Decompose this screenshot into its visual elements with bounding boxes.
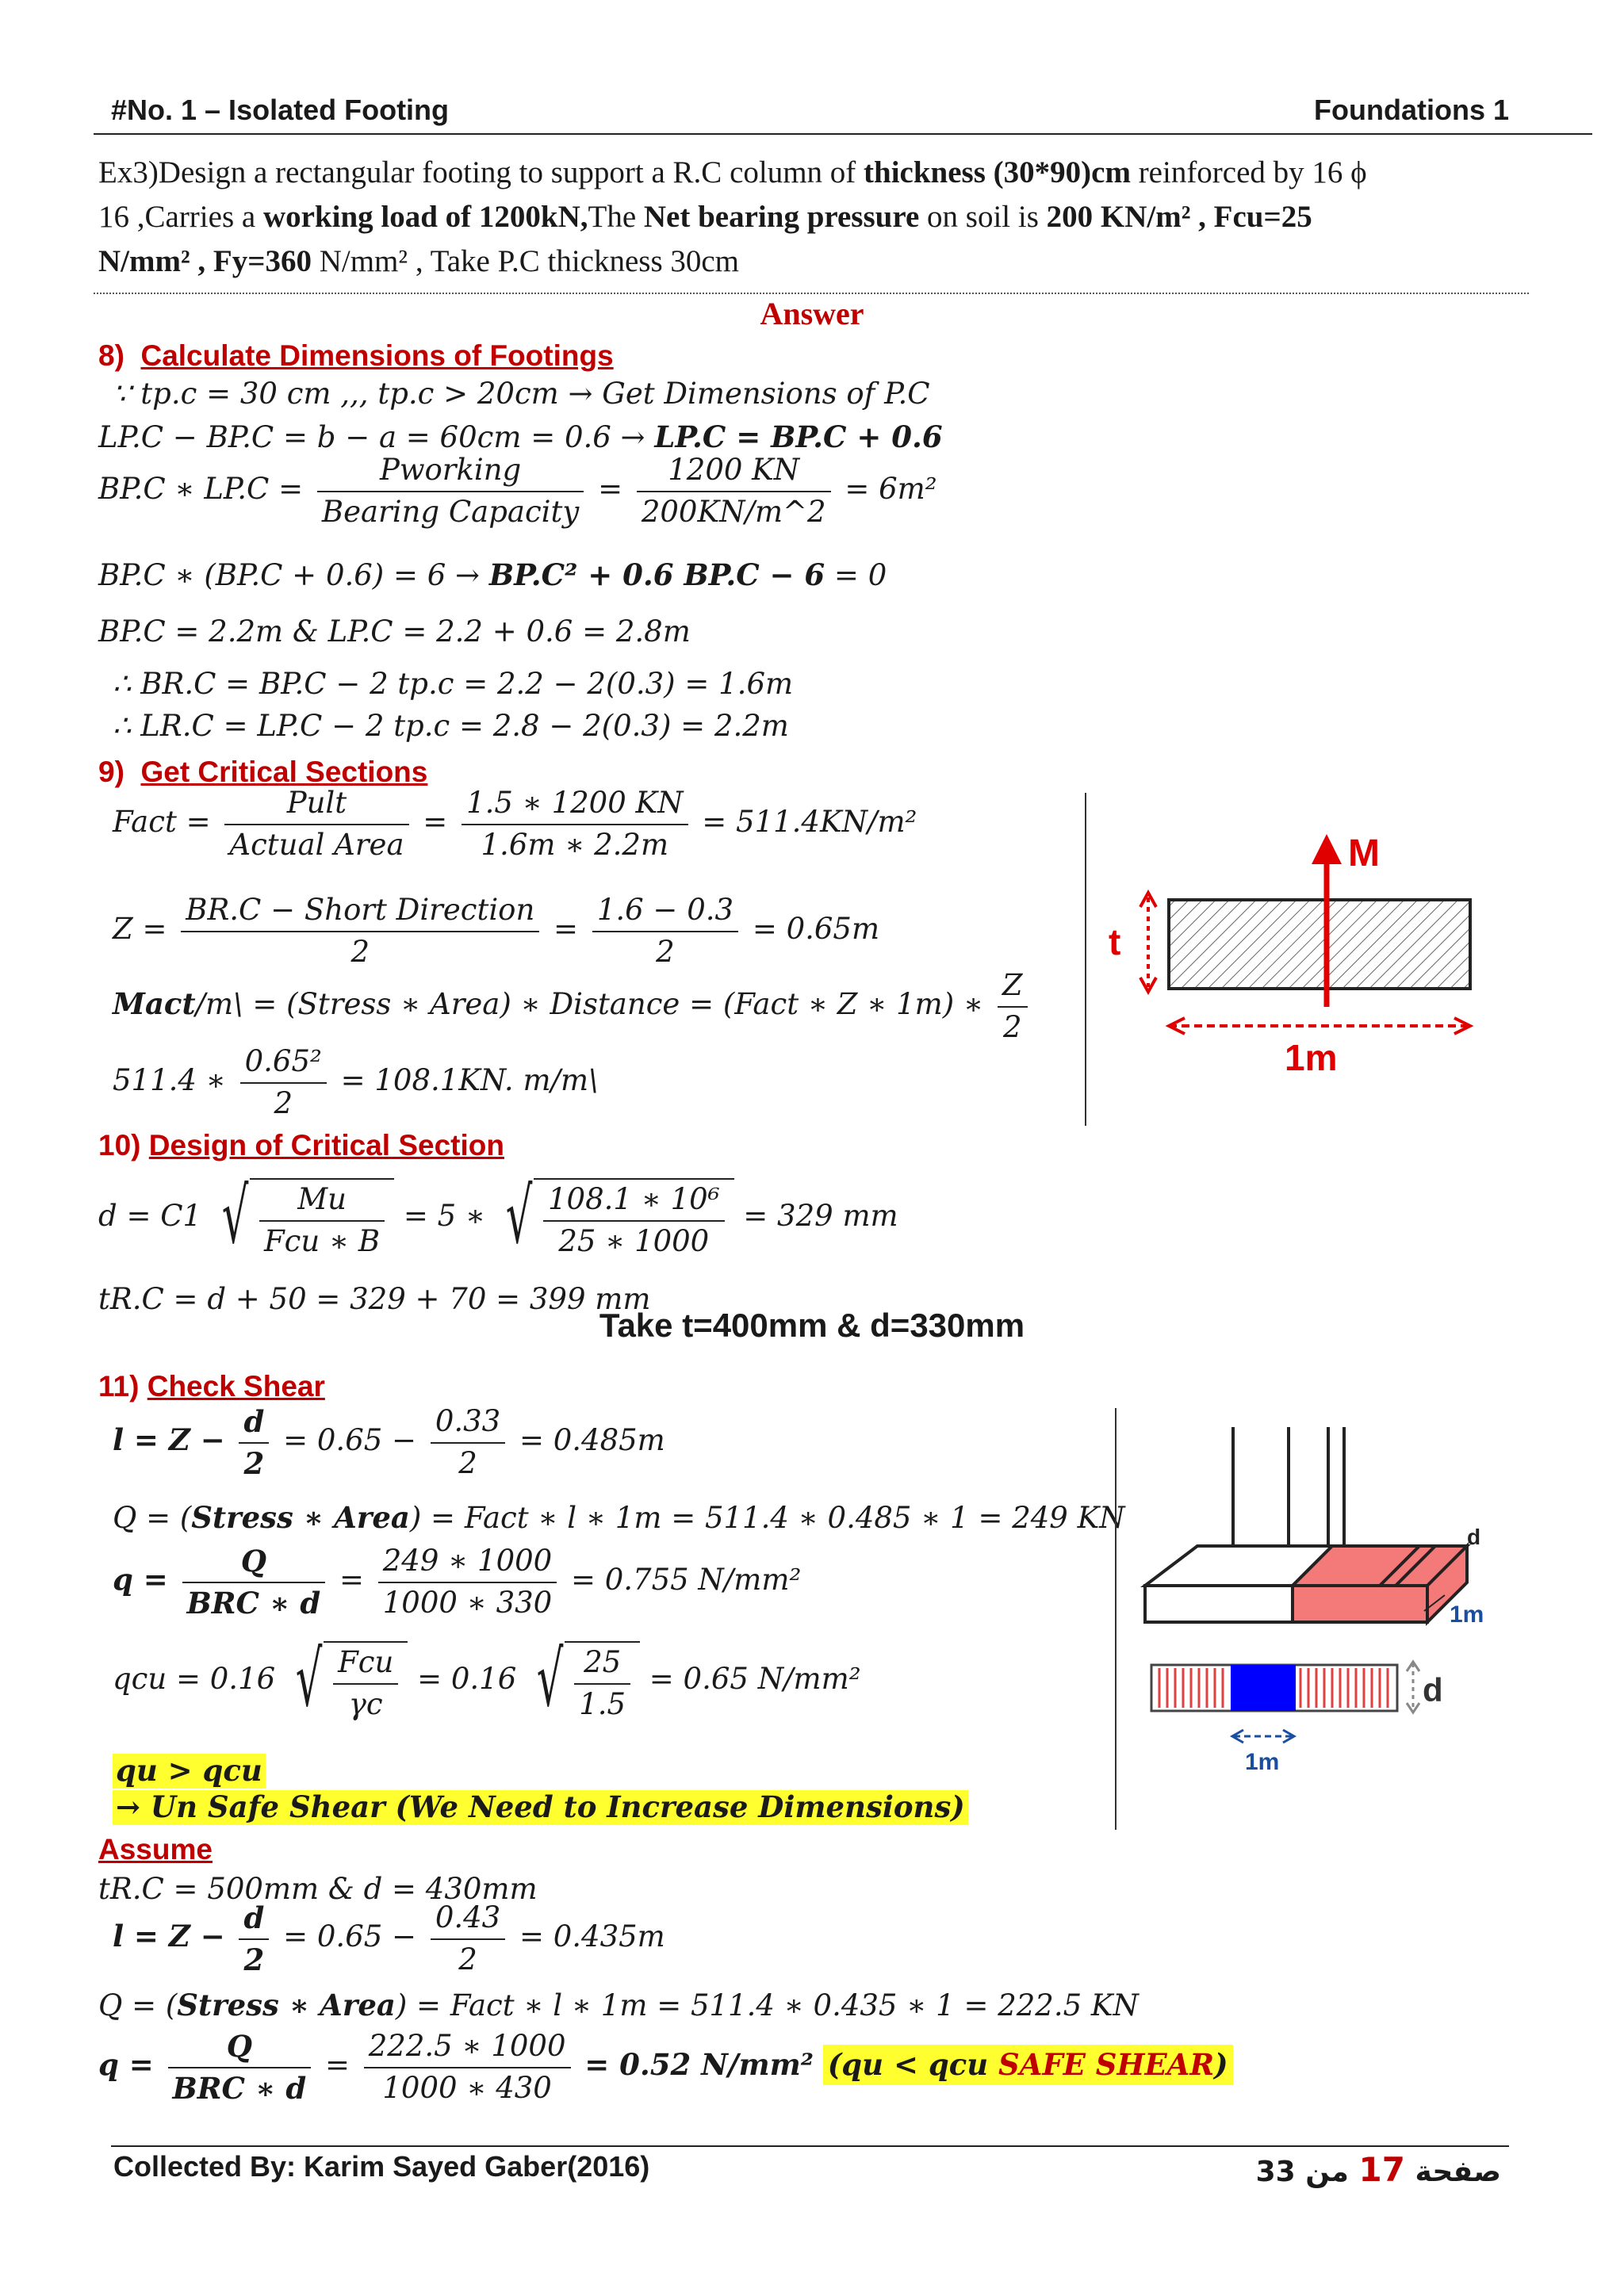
problem-text: reinforced by 16 ϕ (1130, 155, 1367, 189)
header-course: Foundations 1 (1314, 94, 1509, 126)
critical-strip (1231, 1665, 1296, 1711)
eq-text: = 6m² (845, 472, 937, 507)
eq-bold: Stress ∗ Area (191, 1500, 410, 1535)
fraction (239, 1405, 269, 1480)
problem-bold: N/mm² , Fy=360 (98, 244, 312, 278)
numerator: 0.33 (435, 1404, 501, 1438)
problem-bold: 200 KN/m² , Fcu=25 (1046, 200, 1312, 234)
eq-rc-length: ∴ LR.C = LP.C − 2 tp.c = 2.8 − 2(0.3) = 2.2m (113, 709, 789, 743)
eq-text: LP.C − BP.C = b − a = 60cm = 0.6 → (98, 420, 655, 454)
section-title: Get Critical Sections (140, 756, 428, 788)
numerator: 249 ∗ 1000 (382, 1544, 553, 1578)
fraction (240, 1045, 327, 1120)
problem-bold: working load of 1200kN, (262, 200, 588, 234)
section-number: 8) (98, 339, 124, 372)
current-page: 17 (1358, 2150, 1405, 2189)
numerator: Fcu (338, 1645, 394, 1679)
eq-assume: tR.C = 500mm & d = 430mm (98, 1872, 538, 1906)
eq-bold: → Un Safe Shear (116, 1789, 396, 1824)
problem-text: The (588, 200, 644, 234)
eq-qcu-1 (113, 1635, 861, 1724)
header-title: #No. 1 – Isolated Footing (111, 94, 450, 126)
fraction (181, 894, 539, 969)
eq-pc-area (98, 453, 937, 529)
eq-qs-1 (113, 1544, 801, 1620)
plan-strip (1151, 1665, 1397, 1711)
problem-bold: Net bearing pressure (643, 200, 920, 234)
section-number: 9) (98, 756, 124, 788)
denominator: γc (333, 1683, 398, 1722)
problem-text: Ex3)Design a rectangular footing to support a R.C column of (98, 155, 864, 189)
eq-text: BP.C ∗ LP.C = (98, 472, 304, 507)
eq-bold: qu > qcu (116, 1753, 262, 1788)
fraction (364, 2030, 571, 2105)
numerator: 108.1 ∗ 10⁶ (548, 1182, 720, 1216)
denominator: 2 (181, 931, 539, 970)
square-root (211, 1172, 394, 1261)
fraction (333, 1646, 398, 1721)
eq-text: = 0.65 − (283, 1423, 417, 1458)
fraction (378, 1544, 557, 1620)
strip-section (1169, 900, 1470, 989)
total-pages: 33 (1255, 2156, 1296, 2188)
radical-sign: √ (536, 1635, 564, 1724)
radical-sign: √ (505, 1172, 533, 1261)
denominator: Fcu ∗ B (259, 1220, 385, 1259)
header (111, 94, 1509, 133)
eq-text: = 0.65m (752, 912, 880, 947)
eq-text: = 108.1KN. m/m\ (340, 1063, 599, 1098)
eq-text: 511.4 ∗ (113, 1063, 226, 1098)
eq-pc-difference (98, 420, 943, 455)
unsafe-condition (113, 1754, 266, 1789)
eq-text: Q = ( (98, 1988, 178, 2022)
fraction (431, 1405, 505, 1480)
numerator: d (243, 1900, 265, 1935)
section-title: Check Shear (147, 1370, 325, 1402)
eq-thickness: tR.C = d + 50 = 329 + 70 = 399 mm (98, 1282, 651, 1316)
fraction (998, 969, 1028, 1044)
numerator: Z (1002, 968, 1023, 1002)
denominator: 1.5 (574, 1683, 630, 1722)
fraction (574, 1646, 630, 1721)
numerator: Q (226, 2029, 252, 2064)
eq-bold: LP.C = BP.C + 0.6 (654, 419, 943, 454)
width-label: 1m (1450, 1601, 1484, 1628)
eq-text: = (339, 1563, 364, 1598)
square-root (526, 1635, 640, 1724)
depth-label: d (1423, 1671, 1443, 1709)
eq-bold: = 0.52 N/mm² (584, 2047, 814, 2083)
depth-label: d (1467, 1525, 1481, 1549)
eq-text: = 0.16 (417, 1662, 517, 1697)
denominator: Bearing Capacity (317, 491, 584, 530)
eq-text: = 0.435m (519, 1919, 665, 1954)
answer-heading: Answer (760, 296, 864, 331)
denominator: 2 (592, 931, 738, 970)
figure-divider (1115, 1408, 1116, 1830)
eq-bold: BP.C² + 0.6 BP.C − 6 (488, 557, 825, 592)
eq-text: /m\ = (Stress ∗ Area) ∗ Distance = (Fact ∗ Z ∗ 1m) ∗ (195, 987, 984, 1022)
problem-statement (98, 151, 1526, 284)
shear-block-front (1293, 1586, 1427, 1622)
eq-fact (113, 786, 917, 862)
eq-bold: q = (113, 1562, 168, 1598)
eq-text: = 329 mm (743, 1199, 898, 1234)
eq-text: = 5 ∗ (403, 1199, 486, 1234)
section-8-heading (98, 339, 614, 373)
numerator: BR.C − Short Direction (186, 893, 535, 927)
numerator: 222.5 ∗ 1000 (368, 2029, 566, 2063)
thickness-label: t (1109, 921, 1121, 962)
numerator: Mu (297, 1182, 347, 1216)
section-title: Assume (98, 1833, 213, 1866)
eq-text: = 0.65 − (283, 1919, 417, 1954)
eq-pc-dimensions: BP.C = 2.2m & LP.C = 2.2 + 0.6 = 2.8m (98, 614, 691, 649)
width-label: 1m (1245, 1749, 1280, 1775)
eq-text: Fact = (113, 805, 211, 840)
denominator: Actual Area (224, 824, 408, 863)
eq-text: = (553, 912, 579, 947)
eq-text: Q = ( (113, 1501, 192, 1535)
page-number (1256, 2150, 1501, 2189)
problem-bold: thickness (30*90)cm (864, 155, 1131, 189)
eq-depth (98, 1172, 898, 1261)
width-label: 1m (1285, 1037, 1338, 1078)
radical-sign: √ (295, 1635, 323, 1724)
moment-strip-figure (1102, 825, 1491, 1086)
fraction (637, 453, 831, 529)
eq-text: = (324, 2048, 350, 2083)
problem-text: on soil is (919, 200, 1047, 234)
footing-front (1145, 1586, 1293, 1622)
eq-text: = 0.65 N/mm² (649, 1662, 861, 1697)
eq-text: ) = Fact ∗ l ∗ 1m = 511.4 ∗ 0.485 ∗ 1 = 249 KN (409, 1501, 1125, 1535)
denominator: 1.6m ∗ 2.2m (462, 824, 688, 863)
denominator: 1000 ∗ 430 (364, 2067, 571, 2106)
eq-bold: (qu < qcu (827, 2047, 999, 2083)
eq-bold: Stress ∗ Area (177, 1988, 396, 2022)
page-word: صفحة (1415, 2156, 1501, 2188)
fraction (317, 453, 584, 529)
dotted-divider (94, 293, 1529, 294)
section-number: 11) (98, 1370, 140, 1402)
fraction (462, 786, 688, 862)
fraction (543, 1183, 725, 1258)
section-10-heading (98, 1129, 504, 1162)
denominator: 200KN/m^2 (637, 491, 831, 530)
eq-bold: ) (1214, 2047, 1228, 2083)
denominator: 1000 ∗ 330 (378, 1582, 557, 1621)
eq-text: = (423, 805, 448, 840)
problem-text: 16 ,Carries a (98, 200, 263, 234)
denominator: 25 ∗ 1000 (543, 1220, 725, 1259)
eq-text: BP.C ∗ (BP.C + 0.6) = 6 → (98, 558, 489, 592)
section-title: Calculate Dimensions of Footings (140, 339, 614, 372)
safe-shear-note (823, 2045, 1233, 2085)
denominator: 2 (431, 1442, 505, 1481)
square-root (285, 1635, 408, 1724)
section-11-heading (98, 1370, 325, 1403)
fraction (182, 1544, 326, 1620)
denominator: 2 (431, 1938, 505, 1977)
eq-text: ) = Fact ∗ l ∗ 1m = 511.4 ∗ 0.435 ∗ 1 = 222.5 KN (395, 1988, 1139, 2022)
eq-bold: Mact (113, 986, 196, 1022)
denominator: 2 (240, 1082, 327, 1121)
fraction (239, 1901, 269, 1976)
fraction (592, 894, 738, 969)
eq-moment-value (113, 1045, 599, 1120)
moment-arrowhead (1312, 834, 1342, 864)
eq-l-1 (113, 1405, 665, 1480)
numerator: 1.6 − 0.3 (596, 893, 734, 927)
numerator: Pworking (379, 453, 522, 487)
figure-divider (1085, 793, 1086, 1126)
section-number: 10) (98, 1129, 141, 1161)
unsafe-shear-note (113, 1790, 968, 1825)
radical-sign: √ (221, 1172, 249, 1261)
denominator: 2 (998, 1006, 1028, 1045)
eq-qs-2 (98, 2030, 1233, 2105)
fraction (168, 2030, 312, 2105)
eq-rc-width: ∴ BR.C = BP.C − 2 tp.c = 2.2 − 2(0.3) = 1.6m (113, 667, 794, 701)
eq-text: d = C1 (98, 1199, 202, 1234)
eq-pc-thickness: ∵ tp.c = 30 cm ,,, tp.c > 20cm → Get Dimensions of P.C (113, 377, 930, 411)
problem-text: N/mm² , Take P.C thickness 30cm (311, 244, 740, 278)
shear-section-figure (1134, 1427, 1507, 1800)
footer-rule (111, 2145, 1509, 2147)
numerator: 0.43 (435, 1900, 501, 1934)
numerator: Pult (286, 786, 347, 820)
assume-heading (98, 1833, 213, 1866)
eq-q-1 (113, 1501, 1125, 1536)
denominator: BRC ∗ d (168, 2067, 312, 2106)
eq-bold: l = Z − (113, 1919, 225, 1954)
fraction (259, 1183, 385, 1258)
eq-text: = 0.755 N/mm² (570, 1563, 802, 1598)
eq-text: Z = (113, 912, 167, 947)
eq-l-2 (113, 1901, 665, 1976)
eq-text: = 511.4KN/m² (702, 805, 917, 840)
take-dimensions: Take t=400mm & d=330mm (599, 1307, 1025, 1344)
numerator: 1200 KN (668, 453, 800, 487)
eq-text: qcu = 0.16 (113, 1662, 276, 1697)
fraction (431, 1901, 505, 1976)
denominator: 2 (239, 1938, 269, 1977)
eq-bold: l = Z − (113, 1422, 225, 1458)
footer-credit: Collected By: Karim Sayed Gaber(2016) (113, 2150, 650, 2183)
eq-bold: (We Need to Increase Dimensions) (395, 1789, 965, 1824)
moment-label: M (1348, 832, 1380, 874)
numerator: Q (240, 1544, 266, 1578)
denominator: 2 (239, 1442, 269, 1481)
square-root (495, 1172, 734, 1261)
eq-text: = 0.485m (519, 1423, 665, 1458)
numerator: 25 (584, 1645, 622, 1679)
header-rule (94, 133, 1592, 135)
eq-q-2 (98, 1988, 1139, 2023)
numerator: 1.5 ∗ 1200 KN (466, 786, 684, 820)
eq-text: = 0 (825, 558, 887, 592)
numerator: d (243, 1404, 265, 1439)
page-of: من (1305, 2156, 1349, 2188)
eq-bold: q = (98, 2047, 154, 2083)
safe-shear-label: SAFE SHEAR (998, 2047, 1215, 2083)
fraction (224, 786, 408, 862)
section-title: Design of Critical Section (148, 1129, 504, 1161)
eq-text: = (598, 472, 623, 507)
section-9-heading (98, 756, 427, 789)
numerator: 0.65² (244, 1044, 322, 1078)
eq-quadratic (98, 558, 887, 593)
eq-z (113, 894, 879, 969)
denominator: BRC ∗ d (182, 1582, 326, 1621)
eq-moment (113, 969, 1032, 1044)
